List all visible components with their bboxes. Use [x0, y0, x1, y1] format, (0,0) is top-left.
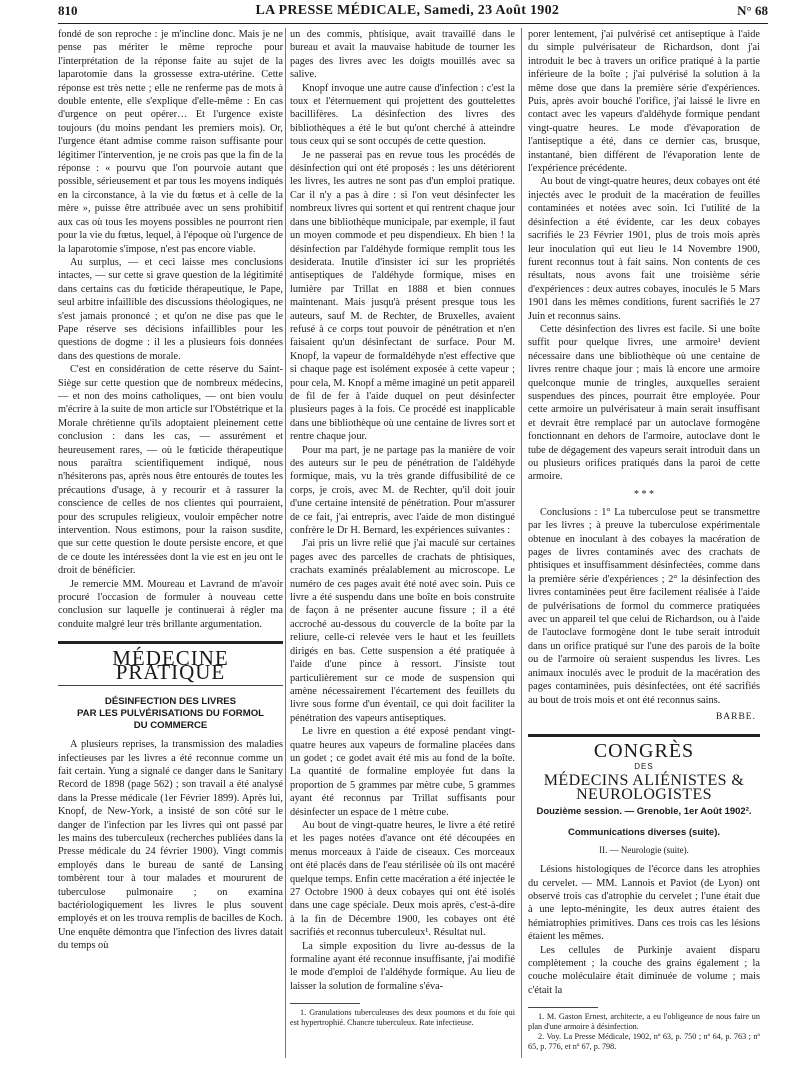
header-rule	[58, 23, 768, 24]
footnotes	[290, 1008, 515, 1028]
paragraph: Au surplus, — et ceci laisse mes conclusions intactes, — sur cette si grave question de la légitimité dans certains cas du fœticide thérapeutique, le Pape, seul arbitre infaillible des discussions théologiques, ne s'est jamais prononcé ; et qu'on ne dise pas que le Pape réserve ses décisions infaillibles pour les questions de dogme : il les a plusieurs fois données dans des questions de morale.	[58, 256, 283, 362]
paragraph: C'est en considération de cette réserve du Saint-Siège sur cette question que de nombreux médecins, — et non des moins catholiques, — ont bien voulu m'écrire à la suite de mon article sur l'Obstétrique et la Morale chrétienne qu'ils adoptaient pleinement cette conclusion : dans les cas, — assurément et heureusement rares, — où le fœticide thérapeutique nous paraîtra scientifiquement indiqué, nous n'hésiterons pas, après nous être entourés de toutes les précautions d'usage, à y recourir et à rassurer la conscience de celles de nos clientes qui pourraient, pour des scrupules religieux, vouloir empêcher notre intervention. Nous estimons, pour la raison susdite, que sur cette question le doute persiste encore, et que de ce doute les intéressées dont la vie est en jeu ont le droit de bénéficier.	[58, 364, 283, 577]
paragraph: fondé de son reproche : je m'incline donc. Mais je ne pense pas mériter le même reproche pour l'interprétation de la réponse faite au sujet de la laparotomie dans la grossesse extra-utérine. Cette réponse est très nette ; elle ne renferme pas de mots à double entente, elle s'explique d'elle-même : En cas d'urgence on peut opérer… Et l'urgence existe toujours (du moins pendant les premiers mois). Or, l'urgence étant admise comme raison suffisante pour légitimer l'intervention, je ne crois pas que la fin de la réponse : « pourvu que l'on pourvoie autant que possible, sérieusement et par tous les moyens indiqués en la circonstance, à la vie du fœtus et à celle de la mère », puisse être attribuée avec un sens prohibitif aux cas où tous les moyens possibles ne pourront rien pour la vie du fœtus, lequel, à l'époque où l'urgence de la laparotomie s'impose, n'est pas encore viable.	[58, 29, 283, 255]
section-rule	[58, 641, 283, 644]
communications-heading: Communications diverses (suite).	[567, 827, 721, 839]
article-title-line: PAR LES PULVÉRISATIONS DU FORMOL	[76, 708, 265, 720]
section-rule	[58, 685, 283, 686]
congres-subtitle: MÉDECINS ALIÉNISTES & NEUROLOGISTES	[543, 772, 745, 803]
paragraph: porer lentement, j'ai pulvérisé cet antiseptique à l'aide du simple pulvérisateur de Richardson, dont j'ai introduit le bec à travers un orifice pratiqué à la partie inférieure de la boîte ; j'ai pulvérisé la solution à la même dose que dans la première série d'expériences. Puis, après avoir bouché l'orifice, j'ai laissé le livre en contact avec les vapeurs d'aldéhyde formique pendant vingt-quatre heures. Le mode d'évaporation de l'antiseptique a été, dans ce dernier cas, brusque, instantané, bien différent de l'évaporation lente de l'expérience précédente.	[528, 29, 760, 175]
section-rule	[528, 734, 760, 737]
neurologie-heading: II. — Neurologie (suite).	[599, 844, 689, 855]
paragraph: Knopf invoque une autre cause d'infection : c'est la toux et l'éternuement qui projettent des gouttelettes bacillifères. La désinfection des livres des bibliothèques a été le but qu'ont cherché à atteindre tous ceux qui se sont occupés de cette question.	[290, 82, 515, 148]
paragraph: J'ai pris un livre relié que j'ai maculé sur certaines pages avec des parcelles de crachats de phtisiques, crachats examinés préalablement au microscope. Le numéro de ces pages avait été noté avec soin. Puis ce livre a été suspendu dans une boîte en bois construite de façon à ne présenter aucune fissure ; il a été accroché au-dessous du couvercle de la boîte par la reliure, celle-ci relevée vers le haut et les feuillets dirigés en bas. Cette suspension a été pratiquée à l'aide d'une pince à ressort. J'insiste tout particulièrement sur ce mode de suspension qui amène nécessairement l'écartement des feuillets du livre sous forme d'un éventail, ce qui doit faciliter la pénétration des vapeurs antiseptiques.	[290, 538, 515, 724]
paragraph: Cette désinfection des livres est facile. Si une boîte suffit pour quelque livres, une armoire¹ devient nécessaire dans une bibliothèque où une centaine de livres rentre chaque jour ; mais là encore une armoire quelconque munie de tringles, auxquelles seraient suspendues des pinces, pourrait être employée. Pour cette armoire un pulvérisateur à main serait insuffisant et devrait être remplacé par un autoclave formogène fonctionnant en dehors de l'armoire, autoclave dont le tube de dégagement des vapeurs serait introduit dans un ou plusieurs orifices pratiqués dans la paroi de cette armoire.	[528, 323, 760, 483]
article-title-line: DU COMMERCE	[133, 720, 208, 732]
column-divider	[285, 28, 286, 1058]
footnote-rule	[290, 1003, 360, 1004]
paragraph: A plusieurs reprises, la transmission des maladies infectieuses par les livres a été reconnue comme un fait certain. Yung a signalé ce danger dans le Sanitary Record de 1898 (page 562) ; son travail a été analysé dans la Presse médicale (1er Février 1899). Après lui, Knopf, de New-York, a insisté de son côté sur le danger de l'infection par les livres qui ont passé par les mains des tuberculeux (recherches publiées dans la Presse médicale du 24 février 1900). Vingt commis employés dans le bureau de santé de Lansing tombèrent tour à tour malades et moururent de tuberculose pulmonaire ; on examina bactériologiquement les livres le plus souvent employés et on les trouva remplis de bacilles de Koch. Une enquête démontra que l'infection des livres datait du temps où	[58, 739, 283, 952]
paragraph: Pour ma part, je ne partage pas la manière de voir des auteurs sur le peu de pénétration de l'aldéhyde formique, mais, vu la très grande diffusibilité de ce corps, je crois, avec M. de Rechter, qu'il doit jouir d'une certaine intensité de pénétration. Pour m'assurer de ce fait, j'ai entrepris, avec l'aide de mon distingué confrère le Dr H. Bernard, les expériences suivantes :	[290, 444, 515, 537]
paragraph: Le livre en question a été exposé pendant vingt-quatre heures aux vapeurs de formaline placées dans un godet ; ce godet avait été mis au fond de la boîte. La quantité de formaline employée fut dans la proportion de 5 grammes par mètre cube, 5 grammes ayant été reconnus par Trillat suffisants pour désinfecter un espace de 1 mètre cube.	[290, 726, 515, 818]
conclusions-paragraph: Conclusions : 1° La tuberculose peut se transmettre par les livres ; à preuve la tuberculose expérimentale obtenue en inoculant à des cobayes la macération de pages de livres contaminés avec des crachats de phtisiques et insuffisamment désinfectées, comme dans la première série d'expériences ; 2° la désinfection des livres contaminées peut être facilement réalisée à l'aide de pulvérisations de formol du commerce pratiquées avec un appareil tel que celui de Richardson, ou à l'aide de l'autoclave formogène dont le tube serait introduit dans un orifice pratiqué sur l'une des parois de la boîte ou de l'armoire où seraient suspendus les livres. Les animaux inoculés avec le produit de la macération des pages contaminées, puis désinfectées, ont été sacrifiés au bout de trois mois et ont été reconnus sains.	[528, 506, 760, 706]
congres-des: DES	[634, 761, 654, 771]
section-title: MÉDECINE PRATIQUE	[112, 646, 229, 684]
page-header	[58, 0, 768, 22]
issue-number: N° 68	[737, 3, 768, 18]
footnote: 1. Granulations tuberculeuses des deux poumons et du foie qui est hypertrophié. Chancre tuberculeux. Rate infectieuse.	[290, 1008, 515, 1028]
paragraph: Lésions histologiques de l'écorce dans les atrophies du cervelet. — MM. Lannois et Paviot (de Lyon) ont observé trois cas d'atrophie du cervelet ; l'une était due à une lepto-méningite, les deux autres étaient des hémiatrophies primitives. Dans ces trois cas les lésions étaient les mêmes.	[528, 864, 760, 943]
article-title	[58, 696, 283, 732]
journal-title: LA PRESSE MÉDICALE, Samedi, 23 Août 1902	[255, 3, 560, 18]
column-1	[58, 28, 283, 953]
paragraph: Au bout de vingt-quatre heures, le livre a été retiré et les pages notées d'avance ont été découpées en menus morceaux à l'aide de ciseaux. Ces morceaux ont été placés dans de l'eau stérilisée où ils ont macéré quelque temps. Enfin cette macération a été injectée le 27 Octobre 1900 à deux cobayes qui ont été isolés dans une cage spéciale. Deux mois après, c'est-à-dire à la fin de Décembre 1900, les cobayes ont été sacrifiés et reconnus tuberculeux¹. Résultat nul.	[290, 819, 515, 939]
congres-title: CONGRÈS	[593, 740, 695, 763]
paragraph: un des commis, phtisique, avait travaillé dans le bureau et avait la mauvaise habitude de tourner les pages des livres avec les doigts mouillés avec sa salive.	[290, 29, 515, 81]
footnote-rule	[528, 1007, 598, 1008]
session-line: Douzième session. — Grenoble, 1er Août 1902².	[536, 805, 752, 817]
paragraph: Au bout de vingt-quatre heures, deux cobayes ont été injectés avec le produit de la macération de feuilles contaminées et notées avec soin. Ici l'utilité de la désinfection a été évidente, car les deux cobayes sacrifiés le 23 Février 1901, plus de trois mois après leur inoculation qui eut lieu le 14 Novembre 1900, furent reconnus tout à fait sains. Non contents de ces résultats, nous avons fait une troisième série d'expériences : deux autres cobayes, inoculés le 5 Mars 1901 dans les mêmes conditions, furent sacrifiés le 27 Juin et reconnus sains.	[528, 176, 760, 322]
article-title-line: DÉSINFECTION DES LIVRES	[104, 696, 237, 708]
paragraph: Les cellules de Purkinje avaient disparu complètement ; la couche des grains également ; la couche moléculaire était diminuée de volume ; mais c'était la	[528, 944, 760, 996]
paragraph: Je remercie MM. Moureau et Lavrand de m'avoir procuré l'occasion de formuler à nouveau cette conclusion sur laquelle je continuerai à régler ma conduite malgré leur très brillante argumentation.	[58, 578, 283, 630]
paragraph: La simple exposition du livre au-dessus de la formaline ayant été reconnue insuffisante, j'ai modifié le mode d'emploi de l'aldéhyde formique. Au lieu de laisser la solution de formaline s'éva-	[290, 940, 515, 992]
footnotes	[528, 1012, 760, 1052]
column-2	[290, 28, 515, 1028]
footnote: 1. M. Gaston Ernest, architecte, a eu l'obligeance de nous faire un plan d'une armoire à désinfection.	[528, 1012, 760, 1032]
author-signature: BARBE.	[715, 711, 756, 722]
footnote: 2. Voy. La Presse Médicale, 1902, nº 63, p. 750 ; nº 64, p. 763 ; nº 65, p. 776, et nº 67, p. 798.	[528, 1032, 760, 1052]
column-3	[528, 28, 760, 1052]
section-separator-stars: * * *	[634, 488, 654, 500]
column-divider	[521, 28, 522, 1058]
page-number: 810	[58, 3, 78, 18]
paragraph: Je ne passerai pas en revue tous les procédés de désinfection qui ont été proposés : les uns détériorent les livres, les autres ne sont pas d'un emploi pratique. Car il n'y a pas à dire : si l'on veut désinfecter les nombreux livres qui sortent et qui rentrent chaque jour dans une bibliothèque municipale, par exemple, il faut un moyen commode et peu dispendieux. Eh bien ! la désinfection par l'aldéhyde formique remplit tous les desiderata. Inutile d'insister ici sur les propriétés antiseptiques de l'aldéhyde formique, mises en lumière par Trillat en 1888 et bien connues maintenant. Mais jusqu'à présent presque tous les auteurs, sauf M. de Rechter, de Bruxelles, avaient refusé à ce corps tout pouvoir de pénétration et n'en faisaient qu'un désinfectant de surface. Pour M. Knopf, la vapeur de formaldéhyde n'est effective que si chaque page est isolément exposée à cette vapeur ; pour cela, M. Knopf a même imaginé un petit appareil de fil de fer à l'aide duquel on peut désinfecter plusieurs pages à la fois. Ce procédé est inapplicable dans une bibliothèque où une centaine de livres sort et rentre chaque jour.	[290, 149, 515, 443]
